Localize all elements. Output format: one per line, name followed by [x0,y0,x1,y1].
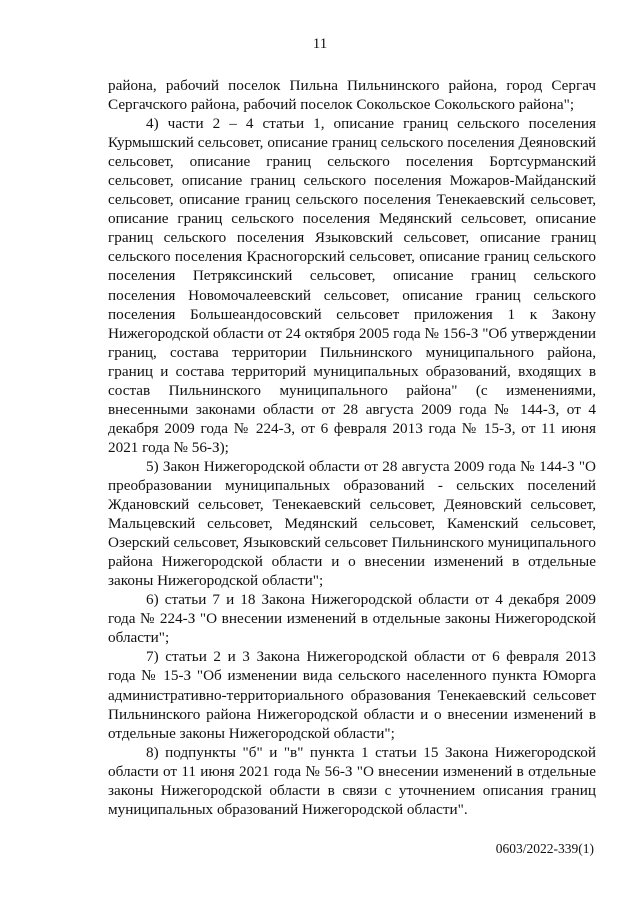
page-number: 11 [312,36,328,52]
paragraph-item-5: 5) Закон Нижегородской области от 28 августа 2009 года № 144-З "О преобразовании муниципальных образований - сельских поселений Ждановский сельсовет, Тенекаевский сельсовет, Деяновский сельсовет, Мальцевский сельсовет, Медянский сельсовет, Каменский сельсовет, Озерский сельсовет, Языковский сельсовет Пильнинского муниципального района Нижегородской области и о внесении изменений в отдельные законы Нижегородской области"; [108,457,596,590]
paragraph-item-7: 7) статьи 2 и 3 Закона Нижегородской области от 6 февраля 2013 года № 15-З "Об изменении вида сельского населенного пункта Юморга административно-территориального образования Тенекаевский сельсовет Пильнинского района Нижегородской области и о внесении изменений в отдельные законы Нижегородской области"; [108,648,596,742]
paragraph-item-4: 4) части 2 – 4 статьи 1, описание границ сельского поселения Курмышский сельсовет, описание границ сельского поселения Деяновский сельсовет, описание границ сельского поселения Бортсурманский сельсовет, описание границ сельского поселения Можаров-Майданский сельсовет, описание границ сельского поселения Тенекаевский сельсовет, описание границ сельского поселения Медянский сельсовет, описание границ сельского поселения Языковский сельсовет, описание границ сельского поселения Красногорский сельсовет, описание границ сельского поселения Петряксинский сельсовет, описание границ сельского поселения Новомочалеевский сельсовет, описание границ сельского поселения Большеандосовский сельсовет приложения 1 к Закону Нижегородской области от 24 октября 2005 года № 156-З "Об утверждении границ, состава территории Пильнинского муниципального района, границ и состава территорий муниципальных образований, входящих в состав Пильнинского муниципального района" (с изменениями, внесенными законами области от 28 августа 2009 года № 144-З, от 4 декабря 2009 года № 224-З, от 6 февраля 2013 года № 15-З, от 11 июня 2021 года № 56-З); [108,115,596,456]
document-code: 0603/2022-339(1) [495,841,594,856]
document-body [108,76,596,819]
paragraph-continuation: района, рабочий поселок Пильна Пильнинского района, город Сергач Сергачского района, рабочий поселок Сокольское Сокольского района"; [108,77,596,114]
paragraph-item-6: 6) статьи 7 и 18 Закона Нижегородской области от 4 декабря 2009 года № 224-З "О внесении изменений в отдельные законы Нижегородской области"; [108,591,596,647]
paragraph-item-8: 8) подпункты "б" и "в" пункта 1 статьи 15 Закона Нижегородской области от 11 июня 2021 года № 56-З "О внесении изменений в отдельные законы Нижегородской области в связи с уточнением описания границ муниципальных образований Нижегородской области". [108,743,596,818]
